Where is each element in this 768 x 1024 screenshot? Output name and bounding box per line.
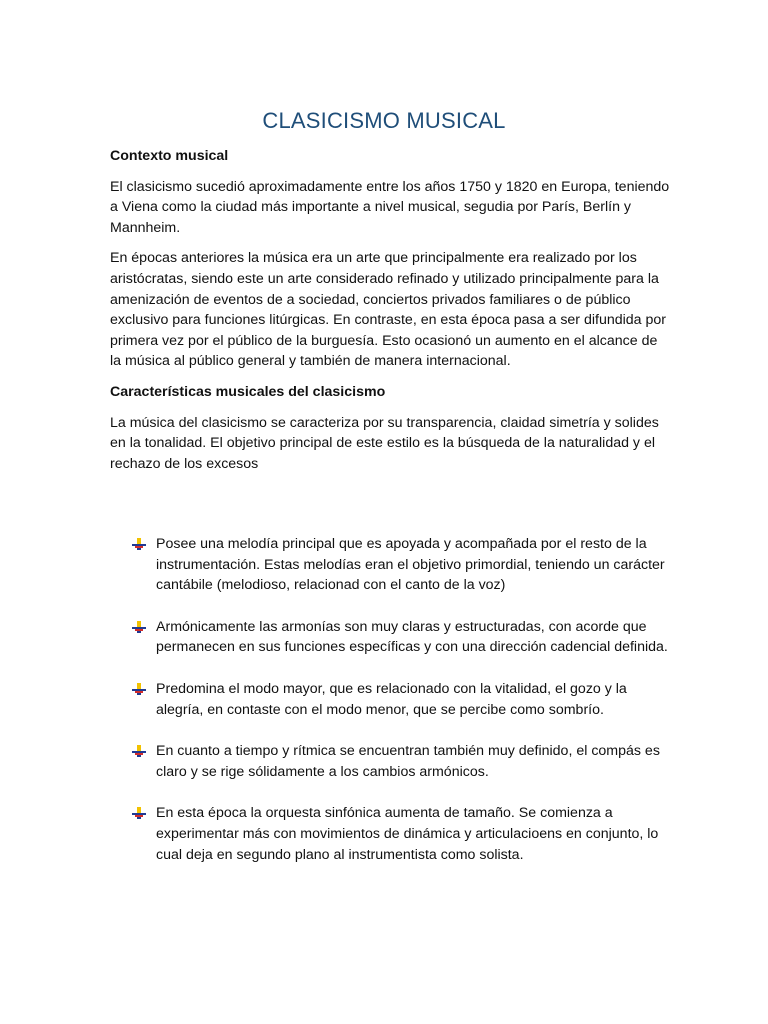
list-item — [132, 617, 672, 658]
paragraph: El clasicismo sucedió aproximadamente entre los años 1750 y 1820 en Europa, teniendo a Viena como la ciudad más importante a nivel musical, segudia por París, Berlín y Mannheim. — [110, 178, 670, 236]
arrow-down-to-line-icon — [132, 621, 146, 634]
paragraph: La música del clasicismo se caracteriza por su transparencia, claidad simetría y solides en la tonalidad. El objetivo principal de este estilo es la búsqueda de la naturalidad y el rechazo de los excesos — [110, 414, 659, 472]
characteristics-list — [132, 534, 672, 886]
document-body — [110, 146, 670, 484]
paragraph: En épocas anteriores la música era un arte que principalmente era realizado por los aristócratas, siendo este un arte considerado refinado y utilizado principalmente para la amenización de eventos de a sociedad, conciertos privados familiares o de público exclusivo para funciones litúrgicas. En contraste, en esta época pasa a ser difundida por primera vez por el público de la burguesía. Esto ocasionó un aumento en el alcance de la música al público general y también de manera internacional. — [110, 250, 667, 370]
section-heading-caracteristicas: Características musicales del clasicismo — [110, 383, 386, 400]
list-item-text: Armónicamente las armonías son muy claras y estructuradas, con acorde que permanecen en sus funciones específicas y con una dirección cadencial definida. — [156, 618, 668, 656]
arrow-down-to-line-icon — [132, 745, 146, 758]
list-item-text: En esta época la orquesta sinfónica aumenta de tamaño. Se comienza a experimentar más con movimientos de dinámica y articulacioens en conjunto, lo cual deja en segundo plano al instrumentista como solista. — [156, 805, 659, 863]
list-item — [132, 741, 672, 782]
section-heading-contexto: Contexto musical — [110, 148, 229, 164]
list-item-text: Posee una melodía principal que es apoyada y acompañada por el resto de la instrumentación. Estas melodías eran el objetivo primordial, teniendo un carácter cantábile (melodioso, relacionad con el canto de la voz) — [156, 536, 665, 594]
list-item — [132, 534, 672, 596]
list-item-text: En cuanto a tiempo y rítmica se encuentran también muy definido, el compás es claro y se rige sólidamente a los cambios armónicos. — [156, 743, 660, 780]
arrow-down-to-line-icon — [132, 538, 146, 551]
document-title: CLASICISMO MUSICAL — [262, 108, 506, 133]
list-item — [132, 803, 672, 865]
arrow-down-to-line-icon — [132, 683, 146, 696]
arrow-down-to-line-icon — [132, 807, 146, 820]
list-item-text: Predomina el modo mayor, que es relacionado con la vitalidad, el gozo y la alegría, en contaste con el modo menor, que se percibe como sombrío. — [156, 680, 627, 718]
list-item — [132, 679, 672, 720]
